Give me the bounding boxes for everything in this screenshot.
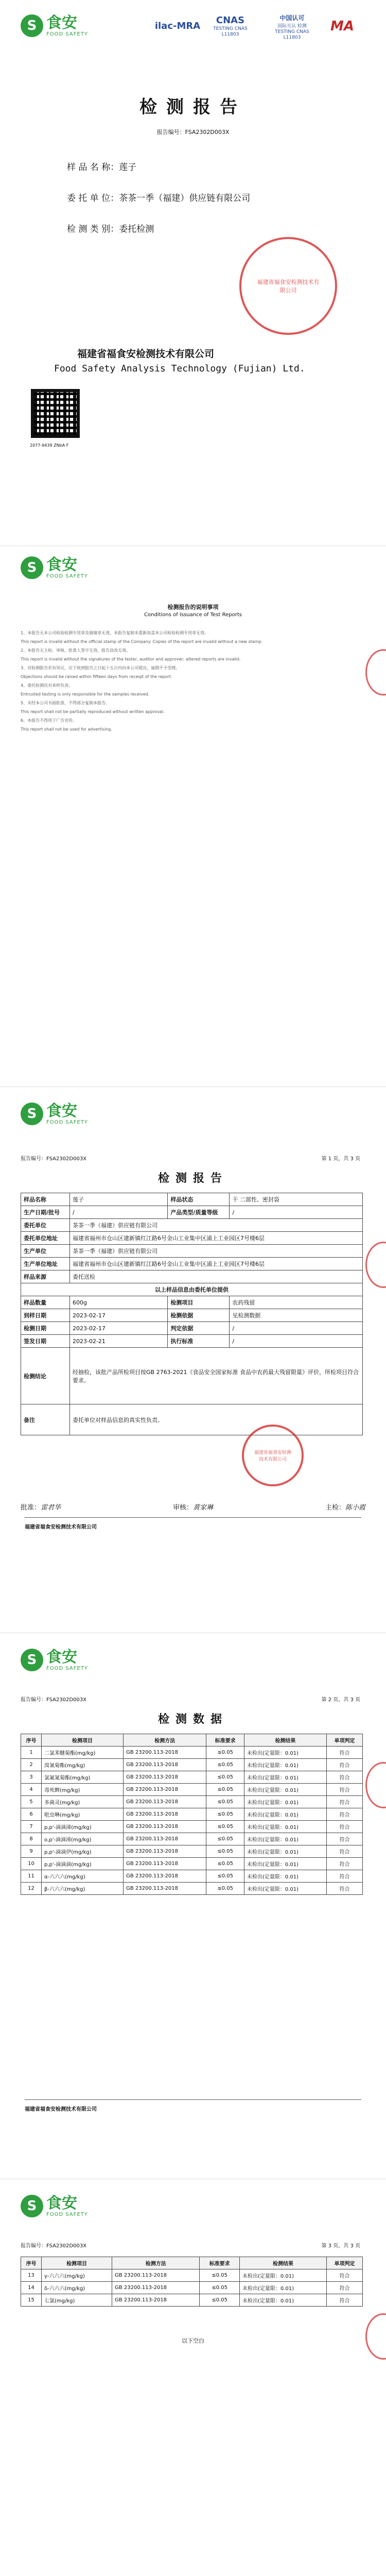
table-row	[21, 1858, 363, 1870]
brand-logo: S 食安 FOOD SAFETY	[21, 1103, 88, 1125]
table-cell: 未检出(定量限：0.01)	[239, 2282, 326, 2294]
table-cell: 未检出(定量限：0.01)	[244, 1796, 326, 1808]
cover-field-category: 检 测 类 别：委托检测	[67, 224, 154, 234]
qr-caption: 2077-9439 ZNbA F	[30, 443, 69, 448]
note-line: Objections should be raised within fifteen days from receipt of the report.	[21, 674, 172, 679]
table-cell: GB 23200.113-2018	[112, 2269, 200, 2282]
table-row	[21, 2269, 363, 2282]
table-cell: 未检出(定量限：0.01)	[239, 2269, 326, 2282]
table-section-row: 以上样品信息由委托单位提供	[21, 1283, 363, 1296]
footer-company: 福建省福食安检测技术有限公司	[25, 2107, 97, 2112]
table-cell: GB 23200.113-2018	[124, 1870, 206, 1883]
official-stamp: 福建省福食安检测技术有限公司	[242, 1425, 304, 1486]
table-cell: ≤0.05	[206, 1858, 244, 1870]
table-row: 样品名称 莲子 样品状态 干 二部性、密封袋	[21, 1193, 363, 1206]
table-cell: 符合	[327, 1883, 363, 1895]
footer-divider	[25, 2099, 361, 2100]
table-cell: 符合	[327, 1784, 363, 1796]
table-cell: 符合	[327, 1858, 363, 1870]
table-row	[21, 1771, 363, 1784]
test-data-table	[21, 1734, 363, 1895]
table-cell: GB 23200.113-2018	[124, 1784, 206, 1796]
table-cell: 七氯(mg/kg)	[42, 2294, 112, 2307]
table-cell: 未检出(定量限：0.01)	[244, 1845, 326, 1858]
table-cell: 符合	[327, 1771, 363, 1784]
table-cell: 11	[21, 1870, 42, 1883]
table-cell: GB 23200.113-2018	[124, 1796, 206, 1808]
table-cell: 1	[21, 1747, 42, 1759]
table-cell: 符合	[327, 2282, 363, 2294]
table-cell: ≤0.05	[200, 2282, 240, 2294]
page-indicator: 第 2 页，共 3 页	[321, 1697, 360, 1703]
sample-info-table	[21, 1193, 363, 1435]
food-safety-logo-icon: S	[21, 2195, 43, 2217]
official-stamp: 福建省福食安检测技术有限公司	[239, 237, 337, 335]
table-cell: 未检出(定量限：0.01)	[244, 1808, 326, 1821]
cover-page	[0, 0, 386, 546]
table-cell: GB 23200.113-2018	[124, 1747, 206, 1759]
cover-field-client: 委 托 单 位：茶茶一季（福建）供应链有限公司	[67, 193, 251, 204]
table-cell: 2	[21, 1759, 42, 1771]
table-row: 生产单位 茶茶一季（福建）供应链有限公司	[21, 1245, 363, 1258]
table-row: 检测结论 经抽检，该批产品所检项目按GB 2763-2021《食品安全国家标准 食品中农药最大残留限量》评价，所检项目符合要求。	[21, 1348, 363, 1404]
ilac-mra-badge: ilac-MRA	[154, 21, 201, 31]
table-cell: 符合	[327, 1759, 363, 1771]
qr-code-image	[31, 389, 80, 438]
note-line: 2、本报告无主检、审核、批准人签字无效，报告涂改无效。	[21, 648, 131, 653]
cnas-badge: CNAS TESTING CNAS L11803	[213, 15, 248, 37]
table-cell: ≤0.05	[206, 1759, 244, 1771]
report-title: 检测报告	[157, 1172, 228, 1185]
table-row: 委托单位 茶茶一季（福建）供应链有限公司	[21, 1219, 363, 1232]
table-cell: 未检出(定量限：0.01)	[244, 1883, 326, 1895]
table-cell: 10	[21, 1858, 42, 1870]
note-line: 6、本报告不得用于广告宣传。	[21, 718, 77, 723]
table-cell: 符合	[327, 2294, 363, 2307]
table-cell: 未检出(定量限：0.01)	[244, 1821, 326, 1833]
table-cell: 符合	[327, 1833, 363, 1845]
page-indicator: 第 1 页，共 3 页	[321, 1156, 360, 1162]
cma-badge: MA	[330, 19, 354, 34]
table-cell: 未检出(定量限：0.01)	[244, 1833, 326, 1845]
table-cell: 4	[21, 1784, 42, 1796]
table-row	[21, 1821, 363, 1833]
signature-tester: 主检：陈小霞	[325, 1504, 365, 1512]
table-cell: 15	[21, 2294, 42, 2307]
company-name-en: Food Safety Analysis Technology (Fujian) Ltd.	[54, 363, 305, 374]
signature-row	[21, 1502, 365, 1512]
table-cell: ≤0.05	[206, 1821, 244, 1833]
brand-logo: S 食安 FOOD SAFETY	[21, 2195, 88, 2217]
table-cell: 符合	[327, 1808, 363, 1821]
table-cell: GB 23200.113-2018	[124, 1821, 206, 1833]
table-row	[21, 1870, 363, 1883]
table-cell: 未检出(定量限：0.01)	[244, 1784, 326, 1796]
report-number: 报告编号：FSA2302D003X	[21, 1697, 87, 1703]
food-safety-logo-icon: S	[21, 1649, 43, 1671]
notes-body	[21, 629, 355, 734]
table-cell: ≤0.05	[206, 1808, 244, 1821]
table-cell: GB 23200.113-2018	[112, 2294, 200, 2307]
table-cell: 溴氰菊酯(mg/kg)	[42, 1759, 124, 1771]
table-cell: 符合	[327, 1821, 363, 1833]
data-title: 检测数据	[157, 1713, 228, 1726]
table-cell: ≤0.05	[206, 1784, 244, 1796]
report-page	[0, 1087, 386, 1633]
table-cell: 未检出(定量限：0.01)	[244, 1771, 326, 1784]
table-cell: GB 23200.113-2018	[112, 2282, 200, 2294]
table-row	[21, 2294, 363, 2307]
table-cell: 未检出(定量限：0.01)	[244, 1759, 326, 1771]
table-cell: ≤0.05	[206, 1833, 244, 1845]
table-row	[21, 1845, 363, 1858]
note-line: This report is invalid without the official stamp of the Company. Copies of the report are invalid without a new stamp.	[21, 639, 263, 644]
table-cell: ≤0.05	[206, 1870, 244, 1883]
note-line: 4、委托检测仅对来样负责。	[21, 683, 73, 688]
seam-stamp	[365, 649, 386, 696]
table-row: 样品来源 委托送检	[21, 1270, 363, 1283]
note-line: This report shall not be partially reproduced without written approval.	[21, 709, 165, 714]
table-cell: ≤0.05	[206, 1845, 244, 1858]
china-accreditation-badge: 中国认可 国际互认 检测 TESTING CNAS L11803	[275, 14, 309, 40]
table-row	[21, 1784, 363, 1796]
table-cell: ≤0.05	[206, 1771, 244, 1784]
table-row	[21, 2282, 363, 2294]
signature-auditor: 审核：黄家琳	[172, 1504, 214, 1512]
data-page-2	[0, 2179, 386, 2576]
table-row: 备注 委托单位对样品信息的真实性负责。	[21, 1404, 363, 1435]
table-row	[21, 1883, 363, 1895]
brand-logo: S 食安 FOOD SAFETY	[21, 14, 88, 37]
seam-stamp	[365, 1242, 386, 1288]
table-cell: 符合	[327, 2269, 363, 2282]
cover-report-number: 报告编号：FSA2302D003X	[156, 129, 230, 135]
table-row	[21, 1759, 363, 1771]
test-data-table	[21, 2257, 363, 2307]
table-cell: γ-六六六(mg/kg)	[42, 2269, 112, 2282]
notes-subtitle: Conditions of Issuance of Test Reports	[144, 612, 242, 618]
table-cell: 吡虫啉(mg/kg)	[42, 1808, 124, 1821]
company-name-cn: 福建省福食安检测技术有限公司	[77, 348, 215, 360]
table-cell: 多菌灵(mg/kg)	[42, 1796, 124, 1808]
table-cell: 未检出(定量限：0.01)	[244, 1870, 326, 1883]
brand-logo: S 食安 FOOD SAFETY	[21, 1649, 88, 1671]
table-cell: 8	[21, 1833, 42, 1845]
food-safety-logo-icon: S	[21, 14, 43, 37]
table-cell: α-六六六(mg/kg)	[42, 1870, 124, 1883]
table-row: 到样日期 2023-02-17 检测依据 见检测数据	[21, 1309, 363, 1322]
table-row	[21, 1833, 363, 1845]
table-cell: o,p'-滴滴涕(mg/kg)	[42, 1833, 124, 1845]
table-row: 签发日期 2023-02-21 执行标准 /	[21, 1335, 363, 1348]
table-cell: 未检出(定量限：0.01)	[244, 1747, 326, 1759]
table-cell: 12	[21, 1883, 42, 1895]
brand-logo: S 食安 FOOD SAFETY	[21, 556, 88, 579]
table-cell: 未检出(定量限：0.01)	[244, 1858, 326, 1870]
table-cell: 9	[21, 1845, 42, 1858]
table-cell: δ-六六六(mg/kg)	[42, 2282, 112, 2294]
table-row	[21, 1796, 363, 1808]
table-cell: 6	[21, 1808, 42, 1821]
notes-title: 检测报告的说明事项	[167, 604, 219, 611]
table-row	[21, 1747, 363, 1759]
cover-title: 检测报告	[139, 97, 247, 117]
report-number: 报告编号：FSA2302D003X	[21, 1156, 87, 1162]
table-cell: GB 23200.113-2018	[124, 1808, 206, 1821]
signature-approver: 批准：雷君华	[21, 1504, 61, 1512]
notes-page	[0, 546, 386, 1087]
table-cell: 13	[21, 2269, 42, 2282]
table-cell: β-六六六(mg/kg)	[42, 1883, 124, 1895]
table-cell: p,p'-滴滴滴(mg/kg)	[42, 1858, 124, 1870]
table-cell: p,p'-滴滴涕(mg/kg)	[42, 1821, 124, 1833]
table-row: 样品数量 600g 检测项目 农药残留	[21, 1296, 363, 1309]
note-line: 5、未经本公司书面批准，不得部分复制本报告。	[21, 701, 110, 705]
cover-field-sample: 样 品 名 称：莲子	[67, 162, 137, 173]
table-cell: 符合	[327, 1845, 363, 1858]
table-cell: 符合	[327, 1747, 363, 1759]
table-row: 生产日期/批号 / 产品类型/质量等级 /	[21, 1206, 363, 1219]
note-line: 1、本报告无本公司检验检测专用章及骑缝章无效，本报告复制未重新加盖本公司检验检测专用章无效。	[21, 631, 209, 635]
seam-stamp	[365, 2313, 386, 2360]
table-cell: ≤0.05	[206, 1883, 244, 1895]
table-cell: ≤0.05	[206, 1796, 244, 1808]
table-cell: 二氯苯醚菊酯(mg/kg)	[42, 1747, 124, 1759]
table-row: 委托单位地址 福建省福州市仓山区建新镇红江路6号金山工业集中区浦上工业园区7号楼6层	[21, 1232, 363, 1245]
footer-company: 福建省福食安检测技术有限公司	[25, 1524, 97, 1530]
table-cell: GB 23200.113-2018	[124, 1858, 206, 1870]
table-cell: 毒死蜱(mg/kg)	[42, 1784, 124, 1796]
note-line: Entrusted testing is only responsible for the samples received.	[21, 692, 150, 697]
table-cell: GB 23200.113-2018	[124, 1759, 206, 1771]
table-cell: 未检出(定量限：0.01)	[239, 2294, 326, 2307]
table-cell: 符合	[327, 1796, 363, 1808]
data-page-1	[0, 1633, 386, 2179]
table-cell: ≤0.05	[200, 2294, 240, 2307]
note-line: This report is invalid without the signatures of the tester, auditor and approver; altered reports are invalid.	[21, 657, 241, 662]
seam-stamp	[365, 1762, 386, 1808]
table-cell: 5	[21, 1796, 42, 1808]
table-cell: p,p'-滴滴伊(mg/kg)	[42, 1845, 124, 1858]
table-cell: ≤0.05	[206, 1747, 244, 1759]
blank-marker: 以下空白	[182, 2337, 204, 2344]
table-cell: 14	[21, 2282, 42, 2294]
page-indicator: 第 3 页，共 3 页	[321, 2243, 360, 2249]
food-safety-logo-icon: S	[21, 556, 43, 579]
table-row	[21, 1808, 363, 1821]
footer-divider	[25, 1517, 361, 1518]
table-cell: 氯氟氰菊酯(mg/kg)	[42, 1771, 124, 1784]
table-row: 生产单位地址 福建省福州市仓山区建新镇红江路6号金山工业集中区浦上工业园区7号楼6层	[21, 1258, 363, 1270]
table-cell: 符合	[327, 1870, 363, 1883]
report-number: 报告编号：FSA2302D003X	[21, 2243, 87, 2249]
table-cell: GB 23200.113-2018	[124, 1833, 206, 1845]
table-row: 检测日期 2023-02-17 判定依据 /	[21, 1322, 363, 1335]
table-cell: GB 23200.113-2018	[124, 1883, 206, 1895]
table-header-row: 序号 检测项目 检测方法 标准要求 检测结果 单项判定	[21, 2257, 363, 2269]
table-cell: 3	[21, 1771, 42, 1784]
table-cell: GB 23200.113-2018	[124, 1771, 206, 1784]
table-cell: 7	[21, 1821, 42, 1833]
table-cell: ≤0.05	[200, 2269, 240, 2282]
note-line: This report shall not be used for advertising.	[21, 727, 112, 732]
table-cell: GB 23200.113-2018	[124, 1845, 206, 1858]
table-header-row: 序号 检测项目 检测方法 标准要求 检测结果 单项判定	[21, 1734, 363, 1747]
note-line: 3、对检测报告若有异议，应于收到报告之日起十五日内向本公司提出，逾期不予受理。	[21, 666, 180, 670]
food-safety-logo-icon: S	[21, 1103, 43, 1125]
